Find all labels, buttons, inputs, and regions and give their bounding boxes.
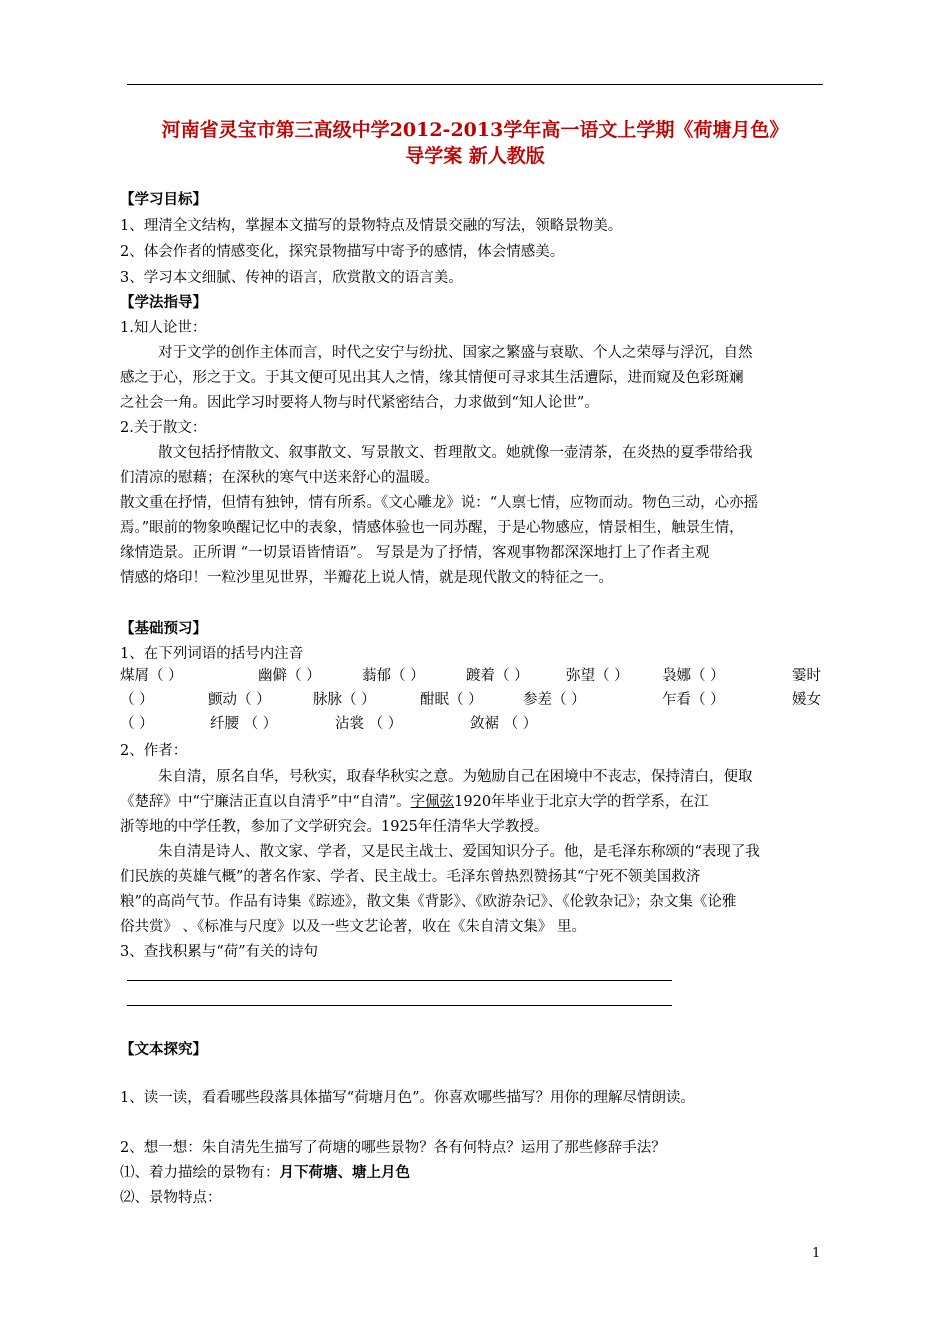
- preview-q1: 1、在下列词语的括号内注音: [120, 646, 304, 662]
- pinyin-item: 敛裾 （ ）: [470, 716, 538, 732]
- document-title-line2: 导学案 新人教版: [405, 145, 545, 167]
- pinyin-item: 幽僻（ ）: [258, 668, 321, 684]
- pinyin-item: 酣眠（ ）: [420, 692, 483, 708]
- pinyin-item: 踱着（ ）: [466, 668, 529, 684]
- method-s1-line: 感之于心，形之于文。于其文便可见出其人之情，缘其情便可寻求其生活遭际，进而窥及色彩斑斓: [120, 370, 744, 386]
- pinyin-item: 乍看（ ）: [662, 692, 725, 708]
- explore-heading: 【文本探究】: [120, 1041, 207, 1058]
- preview-q3: 3、查找积累与“荷”有关的诗句: [120, 944, 319, 960]
- answer-line[interactable]: [127, 1005, 672, 1006]
- document-title-line1: 河南省灵宝市第三高级中学2012-2013学年高一语文上学期《荷塘月色》: [161, 119, 789, 141]
- goal-item: 1、理清全文结构，掌握本文描写的景物特点及情景交融的写法，领略景物美。: [120, 218, 623, 234]
- author-courtesy-name: 字佩弦: [410, 794, 455, 810]
- explore-a2-label: ⑵、景物特点：: [120, 1190, 222, 1206]
- method-s2-line: 缘情造景。正所谓 “一切景语皆情语”。 写景是为了抒情，客观事物都深深地打上了作者主观: [120, 545, 710, 561]
- pinyin-item: 媛女: [792, 692, 821, 708]
- method-s2-line: 焉。”眼前的物象唤醒记忆中的表象，情感体验也一同苏醒，于是心物感应，情景相生，触景生情，: [120, 520, 744, 536]
- pinyin-item: （ ）: [120, 716, 154, 732]
- explore-q2: 2、想一想：朱自清先生描写了荷塘的哪些景物？各有何特点？运用了那些修辞手法？: [120, 1140, 666, 1156]
- method-heading: 【学法指导】: [120, 294, 207, 311]
- goals-heading: 【学习目标】: [120, 191, 207, 208]
- author-line-rest: 1920年毕业于北京大学的哲学系，在江: [454, 794, 709, 810]
- header-rule: [127, 84, 823, 85]
- explore-a1-label: ⑴、着力描绘的景物有：: [120, 1165, 280, 1181]
- pinyin-item: 霎时: [792, 668, 821, 684]
- pinyin-item: 纤腰 （ ）: [210, 716, 278, 732]
- preview-q2: 2、作者：: [120, 743, 188, 759]
- explore-a1-value: 月下荷塘、塘上月色: [279, 1164, 410, 1181]
- author-line: 俗共赏》 、《标准与尺度》以及一些文艺论著，收在《朱自清文集》 里。: [120, 919, 586, 935]
- method-s2-line: 情感的烙印！一粒沙里见世界，半瓣花上说人情，就是现代散文的特征之一。: [120, 570, 613, 586]
- method-s2-title: 2.关于散文：: [120, 420, 207, 436]
- method-s2-line: 们清凉的慰藉；在深秋的寒气中送来舒心的温暖。: [120, 470, 439, 486]
- pinyin-item: 袅娜（ ）: [662, 668, 725, 684]
- pinyin-item: 煤屑（ ）: [120, 668, 183, 684]
- method-s2-line: 散文包括抒情散文、叙事散文、写景散文、哲理散文。她就像一壶清茶，在炎热的夏季带给我: [158, 445, 753, 461]
- pinyin-item: 弥望（ ）: [566, 668, 629, 684]
- method-s1-line: 对于文学的创作主体而言，时代之安宁与纷扰、国家之繁盛与衰歇、个人之荣辱与浮沉，自然: [158, 345, 753, 361]
- pinyin-item: （ ）: [120, 692, 154, 708]
- method-s1-line: 之社会一角。因此学习时要将人物与时代紧密结合，力求做到“知人论世”。: [120, 395, 599, 411]
- page-number: 1: [812, 1246, 821, 1261]
- pinyin-item: 沾裳 （ ）: [335, 716, 403, 732]
- answer-line[interactable]: [127, 980, 672, 981]
- explore-q1: 1、读一读，看看哪些段落具体描写“荷塘月色”。你喜欢哪些描写？用你的理解尽情朗读。: [120, 1090, 696, 1106]
- author-line: [120, 792, 709, 812]
- goal-item: 2、体会作者的情感变化，探究景物描写中寄予的感情，体会情感美。: [120, 244, 565, 260]
- explore-a1: [120, 1163, 410, 1183]
- author-line: 朱自清是诗人、散文家、学者，又是民主战士、爱国知识分子。他，是毛泽东称颂的“表现了我: [158, 844, 760, 860]
- author-line-prefix: 《楚辞》中“宁廉洁正直以自清乎”中“自清”。: [120, 794, 411, 810]
- author-line: 朱自清，原名自华，号秋实，取春华秋实之意。为勉励自己在困境中不丧志，保持清白，便取: [158, 769, 753, 785]
- preview-heading: 【基础预习】: [120, 620, 207, 637]
- pinyin-item: 蓊郁（ ）: [362, 668, 425, 684]
- method-s2-line: 散文重在抒情，但情有独钟，情有所系。《文心雕龙》说：“人禀七情，应物而动。物色三动，心亦摇: [120, 495, 759, 511]
- pinyin-item: 脉脉（ ）: [313, 692, 376, 708]
- author-line: 浙等地的中学任教，参加了文学研究会。1925年任清华大学教授。: [120, 819, 549, 835]
- author-line: 们民族的英雄气概”的著名作家、学者、民主战士。毛泽东曾热烈赞扬其“宁死不领美国救济: [120, 869, 701, 885]
- pinyin-item: 颤动（ ）: [208, 692, 271, 708]
- method-s1-title: 1.知人论世：: [120, 320, 207, 336]
- goal-item: 3、学习本文细腻、传神的语言，欣赏散文的语言美。: [120, 270, 463, 286]
- pinyin-item: 参差（ ）: [523, 692, 586, 708]
- author-line: 粮”的高尚气节。作品有诗集《踪迹》，散文集《背影》、《欧游杂记》、《伦敦杂记》；杂文集《论雅: [120, 894, 737, 910]
